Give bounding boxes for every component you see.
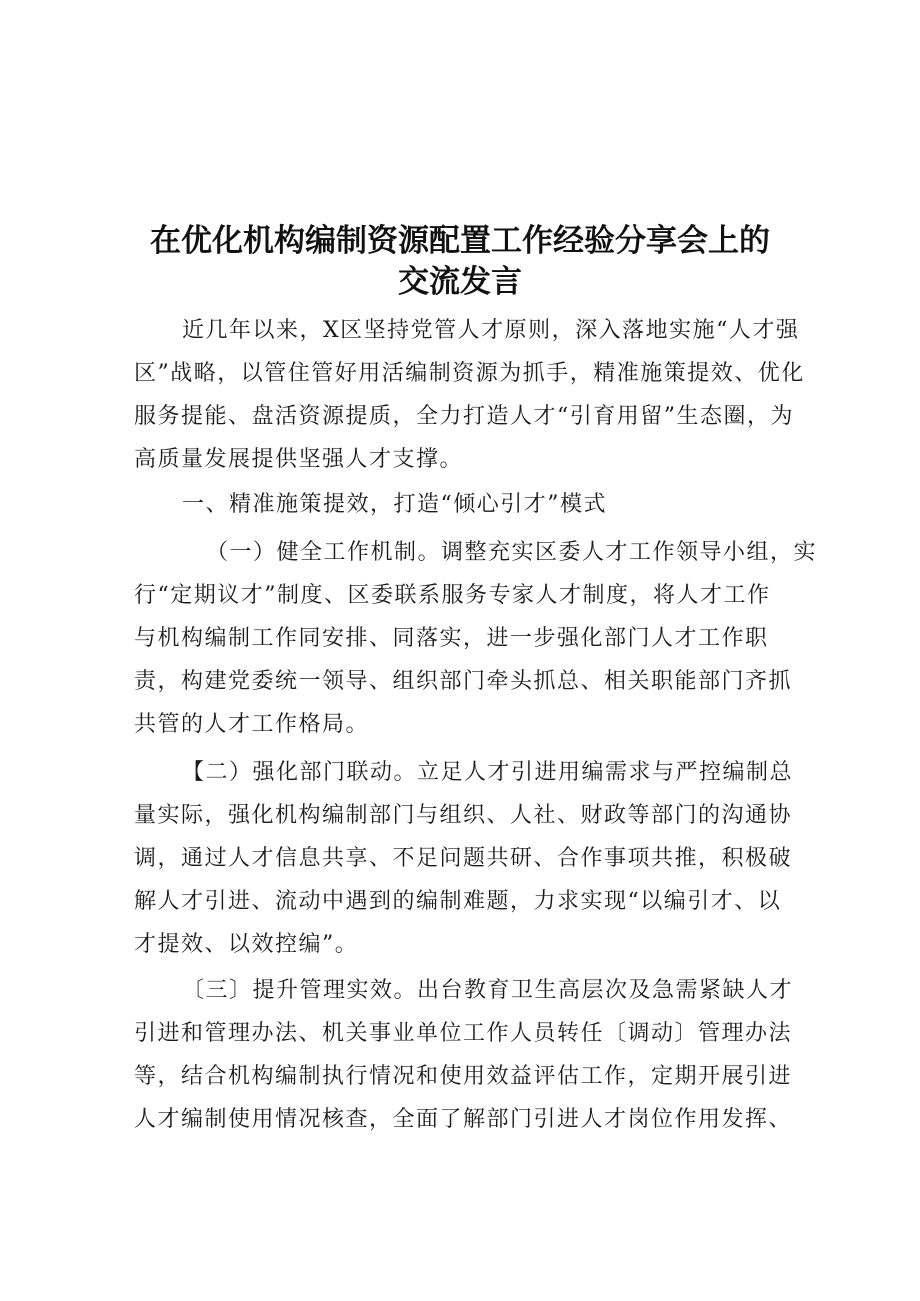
subsection-1-paragraph: [134, 531, 818, 746]
paragraph-line: 【二）强化部门联动。立足人才引进用编需求与严控编制总: [182, 760, 794, 785]
paragraph-line: 等，结合机构编制执行情况和使用效益评估工作，定期开展引进: [134, 1064, 793, 1089]
paragraph-line: （一）健全工作机制。调整充实区委人才工作领导小组，实: [206, 540, 818, 565]
paragraph-line: 量实际，强化机构编制部门与组织、人社、财政等部门的沟通协: [134, 803, 793, 828]
paragraph-line: 〔三〕提升管理实效。出台教育卫生高层次及急需紧缺人才: [182, 978, 794, 1003]
paragraph-line: 人才编制使用情况核查，全面了解部门引进人才岗位作用发挥、: [134, 1107, 793, 1132]
document-title-line-2: 交流发言: [398, 264, 522, 300]
paragraph-line: 高质量发展提供坚强人才支撑。: [134, 447, 464, 472]
subsection-2-paragraph: [134, 751, 804, 966]
paragraph-line: 共管的人才工作格局。: [134, 712, 370, 737]
paragraph-line: 服务提能、盘活资源提质，全力打造人才“引育用留”生态圈，为: [134, 404, 794, 429]
paragraph-line: 调，通过人才信息共享、不足问题共研、合作事项共推，积极破: [134, 846, 793, 871]
document-title-line-1: 在优化机构编制资源配置工作经验分享会上的: [150, 223, 770, 259]
paragraph-line: 责，构建党委统一领导、组织部门牵头抓总、相关职能部门齐抓: [134, 669, 793, 694]
paragraph-line: 引进和管理办法、机关事业单位工作人员转任〔调动〕管理办法: [134, 1021, 793, 1046]
section-heading-text: 一、精准施策提效，打造“倾心引才”模式: [182, 492, 607, 517]
paragraph-line: 行“定期议才”制度、区委联系服务专家人才制度，将人才工作: [134, 583, 771, 608]
paragraph-line: 才提效、以效控编”。: [134, 932, 359, 957]
section-heading: [134, 483, 804, 526]
intro-paragraph: [134, 309, 804, 481]
paragraph-line: 与机构编制工作同安排、同落实，进一步强化部门人才工作职: [134, 626, 769, 651]
paragraph-line: 解人才引进、流动中遇到的编制难题，力求实现“以编引才、以: [134, 889, 782, 914]
paragraph-line: 区”战略，以管住管好用活编制资源为抓手，精准施策提效、优化: [134, 361, 805, 386]
subsection-3-paragraph: [134, 969, 804, 1141]
paragraph-line: 近几年以来，X区坚持党管人才原则，深入落地实施“人才强: [182, 318, 800, 343]
